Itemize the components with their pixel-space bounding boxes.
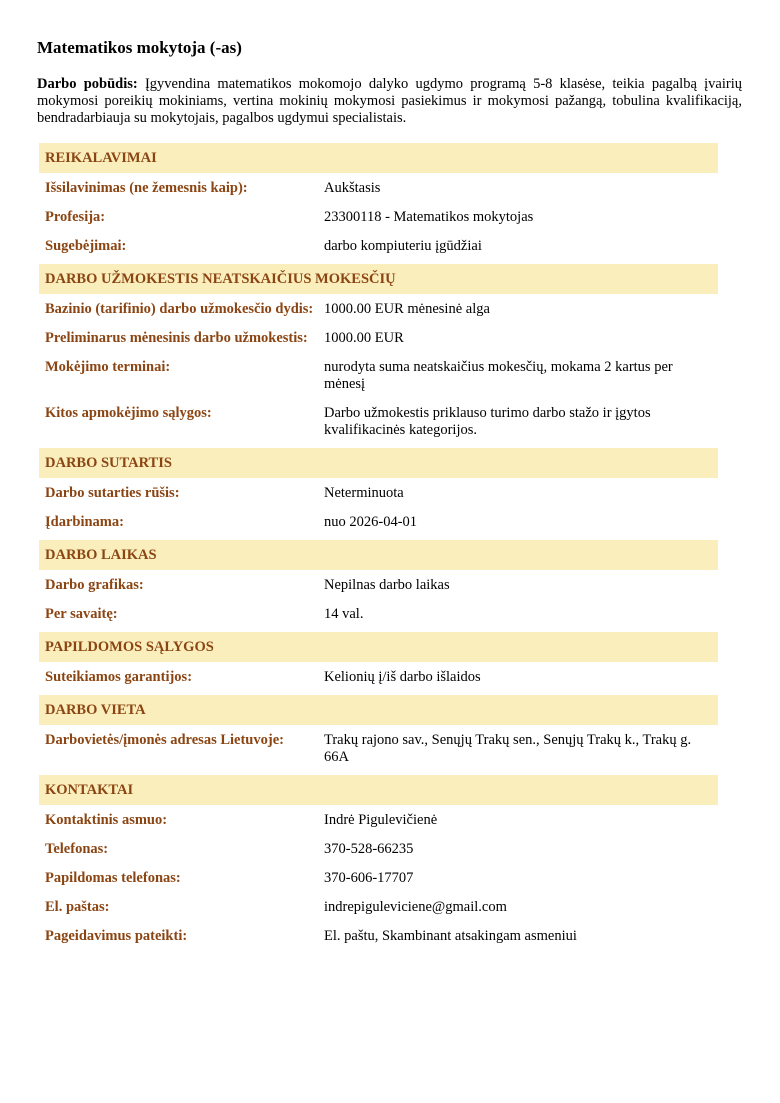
row-value: Trakų rajono sav., Senųjų Trakų sen., Senųjų Trakų k., Trakų g. 66A xyxy=(324,732,692,765)
section-header: PAPILDOMOS SĄLYGOS xyxy=(39,632,718,662)
row-value: 370-528-66235 xyxy=(324,841,414,857)
row-value: Neterminuota xyxy=(324,485,404,501)
table-row xyxy=(37,606,742,623)
row-value: El. paštu, Skambinant atsakingam asmeniui xyxy=(324,928,577,944)
section-workplace xyxy=(37,695,742,766)
job-description xyxy=(37,76,742,127)
row-value: Darbo užmokestis priklauso turimo darbo stažo ir įgytos kvalifikacinės kategorijos. xyxy=(324,405,651,438)
row-label: Pageidavimus pateikti: xyxy=(45,928,188,944)
job-description-label: Darbo pobūdis: xyxy=(37,76,138,92)
row-value: Nepilnas darbo laikas xyxy=(324,577,450,593)
row-value: 370-606-17707 xyxy=(324,870,414,886)
row-value: nurodyta suma neatskaičius mokesčių, mokama 2 kartus per mėnesį xyxy=(324,359,673,392)
table-row xyxy=(37,928,742,945)
section-header: DARBO SUTARTIS xyxy=(39,448,718,478)
row-value: 14 val. xyxy=(324,606,364,622)
section-header: DARBO LAIKAS xyxy=(39,540,718,570)
section-header: DARBO VIETA xyxy=(39,695,718,725)
section-header: KONTAKTAI xyxy=(39,775,718,805)
section-header: DARBO UŽMOKESTIS NEATSKAIČIUS MOKESČIŲ xyxy=(39,264,718,294)
table-row xyxy=(37,577,742,594)
row-label: Mokėjimo terminai: xyxy=(45,359,171,375)
table-row xyxy=(37,180,742,197)
table-row xyxy=(37,238,742,255)
job-posting xyxy=(37,38,742,957)
row-label: El. paštas: xyxy=(45,899,110,915)
row-label: Įdarbinama: xyxy=(45,514,124,530)
row-label: Per savaitę: xyxy=(45,606,118,622)
row-label: Papildomas telefonas: xyxy=(45,870,181,886)
section-header: REIKALAVIMAI xyxy=(39,143,718,173)
row-value: darbo kompiuteriu įgūdžiai xyxy=(324,238,482,254)
job-description-text: Įgyvendina matematikos mokomojo dalyko ugdymo programą 5-8 klasėse, teikia pagalbą įvairių mokymosi poreikių mokiniams, vertina mokinių mokymosi pasiekimus ir mokymosi pažangą, tobulina kvalifikaciją, bendradarbiauja su mokytojais, pagalbos ugdymui specialistais. xyxy=(37,76,742,126)
table-row xyxy=(37,301,742,318)
row-value: Kelionių į/iš darbo išlaidos xyxy=(324,669,481,685)
row-label: Kitos apmokėjimo sąlygos: xyxy=(45,405,212,421)
table-row xyxy=(37,669,742,686)
row-label: Sugebėjimai: xyxy=(45,238,127,254)
table-row xyxy=(37,330,742,347)
table-row xyxy=(37,514,742,531)
section-extra-conditions xyxy=(37,632,742,686)
table-row xyxy=(37,870,742,887)
row-value: 1000.00 EUR mėnesinė alga xyxy=(324,301,490,317)
email-value: indrepiguleviciene@gmail.com xyxy=(324,899,507,915)
row-value: Indrė Pigulevičienė xyxy=(324,812,438,828)
table-row xyxy=(37,359,742,393)
row-value: 23300118 - Matematikos mokytojas xyxy=(324,209,534,225)
table-row xyxy=(37,485,742,502)
row-label: Darbovietės/įmonės adresas Lietuvoje: xyxy=(45,732,284,748)
row-label: Darbo sutarties rūšis: xyxy=(45,485,180,501)
section-contract xyxy=(37,448,742,531)
table-row xyxy=(37,732,742,766)
row-label: Profesija: xyxy=(45,209,106,225)
row-value: Aukštasis xyxy=(324,180,381,196)
row-value: nuo 2026-04-01 xyxy=(324,514,418,530)
page-title: Matematikos mokytoja (-as) xyxy=(37,38,242,57)
table-row xyxy=(37,841,742,858)
row-label: Kontaktinis asmuo: xyxy=(45,812,168,828)
row-label: Suteikiamos garantijos: xyxy=(45,669,193,685)
row-label: Darbo grafikas: xyxy=(45,577,144,593)
table-row xyxy=(37,209,742,226)
table-row xyxy=(37,405,742,439)
section-contacts xyxy=(37,775,742,945)
row-label: Bazinio (tarifinio) darbo užmokesčio dydis: xyxy=(45,301,314,317)
section-work-time xyxy=(37,540,742,623)
row-label: Telefonas: xyxy=(45,841,109,857)
row-value: 1000.00 EUR xyxy=(324,330,404,346)
table-row xyxy=(37,899,742,916)
row-label: Preliminarus mėnesinis darbo užmokestis: xyxy=(45,330,308,346)
section-pay xyxy=(37,264,742,439)
section-requirements xyxy=(37,143,742,255)
table-row xyxy=(37,812,742,829)
row-label: Išsilavinimas (ne žemesnis kaip): xyxy=(45,180,248,196)
